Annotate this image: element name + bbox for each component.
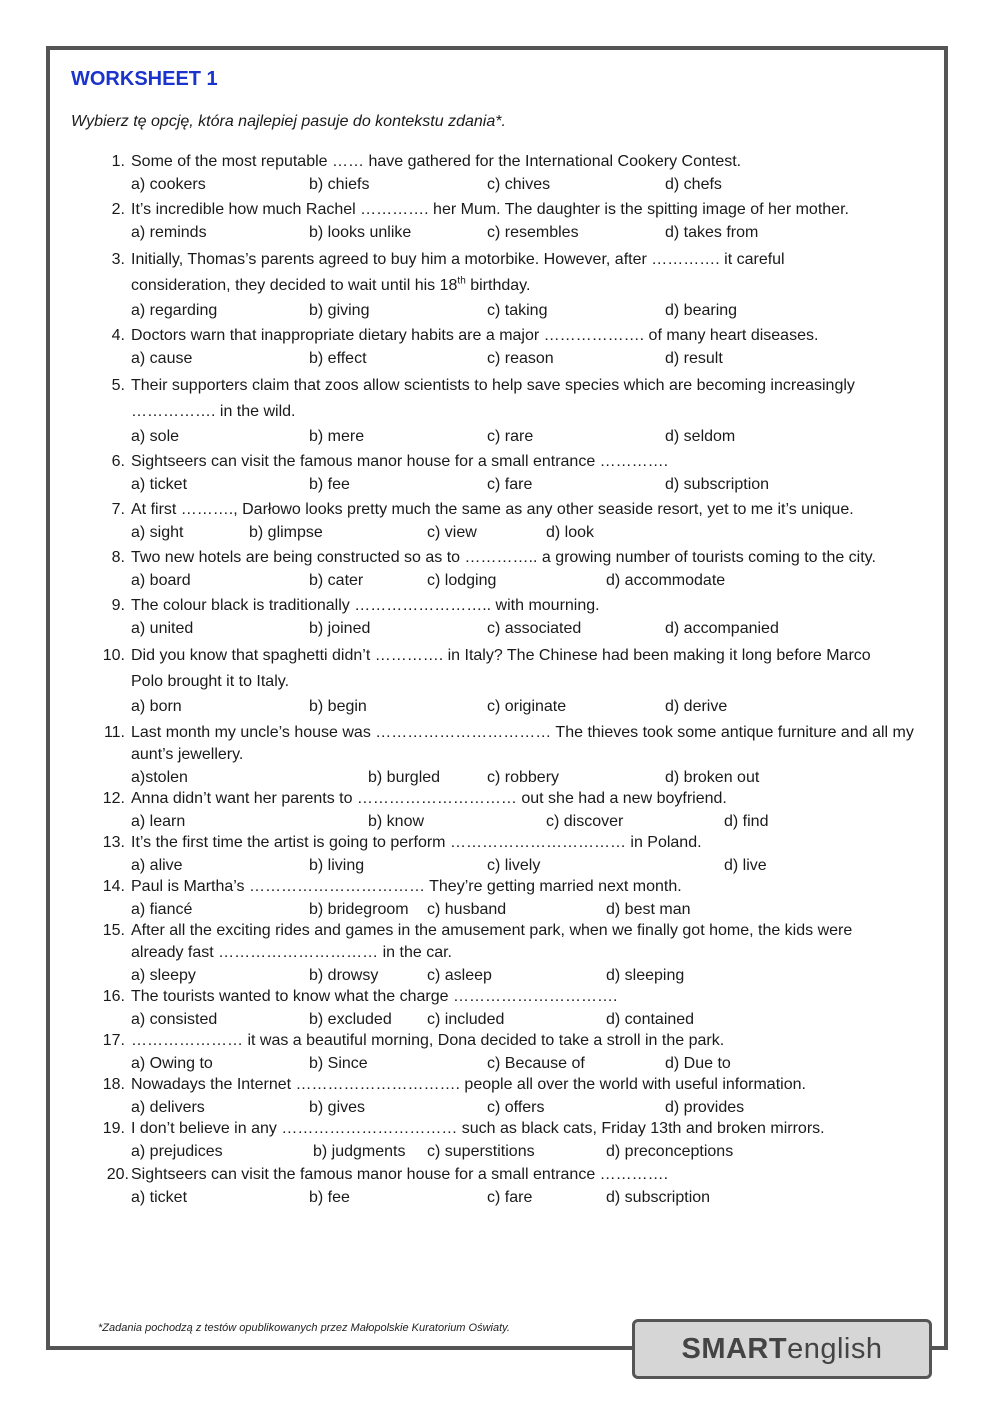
option-c[interactable]: c) robbery — [487, 769, 560, 786]
question-number: 15. — [102, 922, 125, 939]
question-text: Last month my uncle’s house was …………………………… The thieves took some antique furniture and all my — [131, 724, 914, 741]
question-number: 11. — [103, 724, 125, 741]
option-b[interactable]: b) glimpse — [249, 524, 323, 541]
question-15 — [95, 920, 925, 986]
question-text: It’s the first time the artist is going to perform …………………………… in Poland. — [131, 834, 702, 851]
option-d[interactable]: d) seldom — [665, 428, 736, 445]
logo-text-regular: english — [787, 1332, 883, 1365]
option-a[interactable]: a) born — [131, 698, 182, 715]
question-number: 18. — [102, 1076, 125, 1093]
question-text: It’s incredible how much Rachel …………. her Mum. The daughter is the spitting image of her mother. — [131, 201, 849, 218]
question-number: 7. — [111, 501, 125, 518]
question-16 — [95, 986, 925, 1030]
option-a[interactable]: a) ticket — [131, 1189, 188, 1206]
question-1 — [95, 151, 925, 196]
option-a[interactable]: a) alive — [131, 857, 183, 874]
question-number: 16. — [102, 988, 125, 1005]
question-text: Doctors warn that inappropriate dietary habits are a major ………………. of many heart diseases. — [131, 327, 819, 344]
option-b[interactable]: b) joined — [309, 620, 371, 637]
question-8 — [95, 547, 925, 592]
question-number: 20. — [106, 1166, 129, 1183]
question-number: 14. — [102, 878, 125, 895]
question-number: 19. — [102, 1120, 125, 1137]
option-c[interactable]: c) associated — [487, 620, 582, 637]
option-a[interactable]: a) sole — [131, 428, 180, 445]
question-18 — [95, 1074, 925, 1118]
option-b[interactable]: b) excluded — [309, 1011, 392, 1028]
question-text-continued: consideration, they decided to wait until his 18 — [131, 277, 458, 294]
option-d[interactable]: d) best man — [606, 901, 691, 918]
question-text: At first ………., Darłowo looks pretty much the same as any other seaside resort, yet to me it’s unique. — [131, 501, 854, 518]
option-c[interactable]: c) lively — [487, 857, 541, 874]
worksheet-title: WORKSHEET 1 — [71, 68, 218, 90]
option-b[interactable]: b) bridegroom — [309, 901, 409, 918]
option-c[interactable]: c) fare — [487, 476, 533, 493]
option-d[interactable]: d) broken out — [665, 769, 760, 786]
option-a[interactable]: a) fiancé — [131, 901, 193, 918]
question-list — [95, 148, 925, 1209]
option-d[interactable]: d) result — [665, 350, 723, 367]
question-text: Some of the most reputable …… have gathered for the International Cookery Contest. — [131, 153, 742, 170]
option-c[interactable]: c) Because of — [487, 1055, 585, 1072]
option-a[interactable]: a) prejudices — [131, 1143, 223, 1160]
option-b[interactable]: b) effect — [309, 350, 367, 367]
option-d[interactable]: d) derive — [665, 698, 728, 715]
question-5 — [95, 373, 925, 448]
option-d[interactable]: d) look — [546, 524, 595, 541]
option-c[interactable]: c) taking — [487, 302, 548, 319]
option-d[interactable]: d) takes from — [665, 224, 759, 241]
option-a[interactable]: a) delivers — [131, 1099, 205, 1116]
option-c[interactable]: c) lodging — [427, 572, 497, 589]
question-number: 1. — [111, 153, 125, 170]
question-text: Did you know that spaghetti didn’t …………. in Italy? The Chinese had been making it long before Marco — [131, 647, 871, 664]
option-c[interactable]: c) fare — [487, 1189, 533, 1206]
option-d[interactable]: d) Due to — [665, 1055, 731, 1072]
question-text: Initially, Thomas’s parents agreed to buy him a motorbike. However, after …………. it careful — [131, 251, 785, 268]
question-13 — [95, 832, 925, 876]
question-7 — [95, 499, 925, 544]
question-number: 6. — [111, 453, 125, 470]
question-number: 13. — [102, 834, 125, 851]
option-d[interactable]: d) preconceptions — [606, 1143, 734, 1160]
question-number: 2. — [111, 201, 125, 218]
option-b[interactable]: b) burgled — [368, 769, 441, 786]
option-c[interactable]: c) included — [427, 1011, 505, 1028]
option-a[interactable]: a) reminds — [131, 224, 207, 241]
option-b[interactable]: b) chiefs — [309, 176, 370, 193]
option-d[interactable]: d) provides — [665, 1099, 745, 1116]
question-text-continued: aunt’s jewellery. — [131, 746, 244, 763]
option-a[interactable]: a) Owing to — [131, 1055, 213, 1072]
question-number: 4. — [111, 327, 125, 344]
ordinal-suffix: th — [457, 275, 466, 287]
question-20 — [95, 1164, 925, 1209]
option-c[interactable]: c) superstitions — [427, 1143, 535, 1160]
option-d[interactable]: d) subscription — [606, 1189, 711, 1206]
question-text: The colour black is traditionally …………………….. with mourning. — [131, 597, 600, 614]
option-c[interactable]: c) reason — [487, 350, 554, 367]
question-6 — [95, 451, 925, 496]
option-b[interactable]: b) judgments — [313, 1143, 406, 1160]
question-9 — [95, 595, 925, 640]
option-a[interactable]: a) cookers — [131, 176, 206, 193]
question-text: After all the exciting rides and games in the amusement park, when we finally got home, the kids were — [131, 922, 853, 939]
option-d[interactable]: d) accompanied — [665, 620, 779, 637]
question-text: Anna didn’t want her parents to ………………………… out she had a new boyfriend. — [131, 790, 727, 807]
option-a[interactable]: a) sight — [131, 524, 184, 541]
footnote: *Zadania pochodzą z testów opublikowanych przez Małopolskie Kuratorium Oświaty. — [98, 1322, 510, 1334]
question-text-continued: ……………. in the wild. — [131, 403, 296, 420]
question-text: Two new hotels are being constructed so as to ………….. a growing number of tourists coming to the city. — [131, 549, 876, 566]
question-text-continued: Polo brought it to Italy. — [131, 673, 290, 690]
option-c[interactable]: c) view — [427, 524, 477, 541]
question-number: 5. — [111, 377, 125, 394]
option-a[interactable]: a) regarding — [131, 302, 218, 319]
option-c[interactable]: c) husband — [427, 901, 507, 918]
option-b[interactable]: b) begin — [309, 698, 367, 715]
instruction: Wybierz tę opcję, która najlepiej pasuje do kontekstu zdania*. — [71, 113, 506, 130]
question-text-end: birthday. — [465, 277, 531, 294]
option-a[interactable]: a) board — [131, 572, 191, 589]
question-19 — [95, 1118, 925, 1162]
question-text: ………………… it was a beautiful morning, Dona decided to take a stroll in the park. — [131, 1032, 725, 1049]
option-b[interactable]: b) gives — [309, 1099, 366, 1116]
option-c[interactable]: c) rare — [487, 428, 534, 445]
option-a[interactable]: a)stolen — [131, 769, 188, 786]
option-d[interactable]: d) subscription — [665, 476, 770, 493]
question-number: 12. — [102, 790, 125, 807]
option-c[interactable]: c) offers — [487, 1099, 545, 1116]
option-b[interactable]: b) cater — [309, 572, 364, 589]
question-text: Their supporters claim that zoos allow scientists to help save species which are becoming increasingly — [131, 377, 855, 394]
question-17 — [95, 1030, 925, 1074]
question-text: Paul is Martha’s …………………………… They’re getting married next month. — [131, 878, 682, 895]
option-b[interactable]: b) looks unlike — [309, 224, 412, 241]
question-text-continued: already fast ………………………… in the car. — [131, 944, 452, 961]
question-text: Sightseers can visit the famous manor house for a small entrance …………. — [131, 1166, 669, 1183]
question-3 — [95, 247, 925, 322]
question-14 — [95, 876, 925, 920]
option-a[interactable]: a) ticket — [131, 476, 188, 493]
question-12 — [95, 788, 925, 832]
question-number: 17. — [102, 1032, 125, 1049]
question-10 — [95, 643, 925, 718]
option-a[interactable]: a) learn — [131, 813, 186, 830]
question-number: 10. — [102, 647, 125, 664]
question-2 — [95, 199, 925, 244]
option-d[interactable]: d) sleeping — [606, 967, 685, 984]
option-d[interactable]: d) contained — [606, 1011, 695, 1028]
question-4 — [95, 325, 925, 370]
option-d[interactable]: d) accommodate — [606, 572, 726, 589]
option-b[interactable]: b) living — [309, 857, 365, 874]
option-b[interactable]: b) know — [368, 813, 425, 830]
option-a[interactable]: a) united — [131, 620, 194, 637]
option-c[interactable]: c) asleep — [427, 967, 492, 984]
option-b[interactable]: b) drowsy — [309, 967, 379, 984]
option-b[interactable]: b) giving — [309, 302, 370, 319]
option-d[interactable]: d) bearing — [665, 302, 738, 319]
option-c[interactable]: c) resembles — [487, 224, 579, 241]
logo-text-bold: SMART — [681, 1332, 788, 1365]
option-b[interactable]: b) Since — [309, 1055, 368, 1072]
question-number: 8. — [111, 549, 125, 566]
option-d[interactable]: d) find — [724, 813, 769, 830]
question-number: 9. — [111, 597, 125, 614]
question-text: Nowadays the Internet …………………………. people all over the world with useful information. — [131, 1076, 806, 1093]
option-a[interactable]: a) sleepy — [131, 967, 196, 984]
option-d[interactable]: d) live — [724, 857, 767, 874]
option-b[interactable]: b) fee — [309, 476, 350, 493]
question-text: The tourists wanted to know what the charge …………………………. — [131, 988, 618, 1005]
question-text: I don’t believe in any …………………………… such as black cats, Friday 13th and broken mirrors. — [131, 1120, 825, 1137]
question-11 — [95, 722, 925, 788]
option-c[interactable]: c) chives — [487, 176, 551, 193]
option-d[interactable]: d) chefs — [665, 176, 722, 193]
option-c[interactable]: c) discover — [546, 813, 624, 830]
option-b[interactable]: b) fee — [309, 1189, 350, 1206]
option-c[interactable]: c) originate — [487, 698, 567, 715]
question-number: 3. — [111, 251, 125, 268]
question-text: Sightseers can visit the famous manor house for a small entrance …………. — [131, 453, 669, 470]
smartenglish-logo — [632, 1319, 932, 1379]
option-a[interactable]: a) consisted — [131, 1011, 218, 1028]
option-a[interactable]: a) cause — [131, 350, 193, 367]
option-b[interactable]: b) mere — [309, 428, 365, 445]
